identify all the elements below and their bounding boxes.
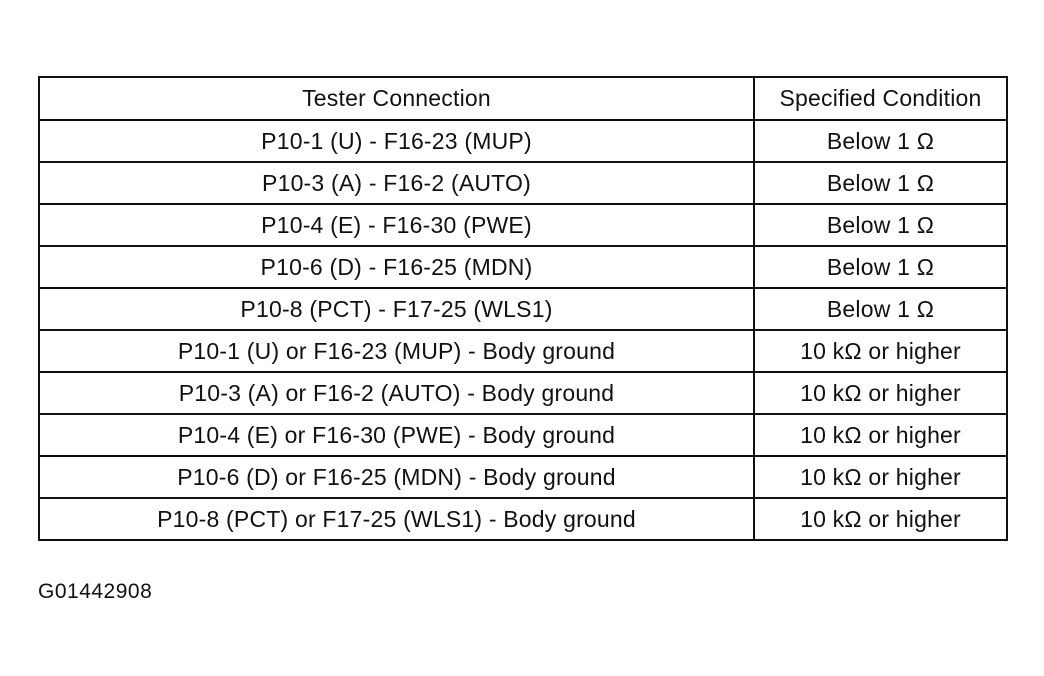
table-row xyxy=(39,288,1007,330)
table-row xyxy=(39,120,1007,162)
table-header-row xyxy=(39,77,1007,120)
tester-connection-cell: P10-1 (U) or F16-23 (MUP) - Body ground xyxy=(39,330,754,372)
tester-connection-cell: P10-4 (E) - F16-30 (PWE) xyxy=(39,204,754,246)
specified-condition-cell: Below 1 Ω xyxy=(754,288,1007,330)
specified-condition-cell: Below 1 Ω xyxy=(754,246,1007,288)
specified-condition-cell: 10 kΩ or higher xyxy=(754,414,1007,456)
specified-condition-cell: 10 kΩ or higher xyxy=(754,456,1007,498)
tester-connection-cell: P10-6 (D) or F16-25 (MDN) - Body ground xyxy=(39,456,754,498)
table-row xyxy=(39,162,1007,204)
column-header-specified-condition: Specified Condition xyxy=(754,77,1007,120)
table-row xyxy=(39,456,1007,498)
specified-condition-cell: Below 1 Ω xyxy=(754,120,1007,162)
figure-id: G01442908 xyxy=(38,580,153,603)
tester-connection-cell: P10-8 (PCT) or F17-25 (WLS1) - Body ground xyxy=(39,498,754,540)
tester-connection-cell: P10-3 (A) or F16-2 (AUTO) - Body ground xyxy=(39,372,754,414)
tester-connection-cell: P10-8 (PCT) - F17-25 (WLS1) xyxy=(39,288,754,330)
tester-connection-cell: P10-4 (E) or F16-30 (PWE) - Body ground xyxy=(39,414,754,456)
tester-connection-table xyxy=(38,76,1008,541)
tester-connection-cell: P10-3 (A) - F16-2 (AUTO) xyxy=(39,162,754,204)
table-row xyxy=(39,372,1007,414)
specified-condition-cell: 10 kΩ or higher xyxy=(754,372,1007,414)
specified-condition-cell: 10 kΩ or higher xyxy=(754,330,1007,372)
specified-condition-cell: Below 1 Ω xyxy=(754,204,1007,246)
specified-condition-cell: 10 kΩ or higher xyxy=(754,498,1007,540)
table-row xyxy=(39,330,1007,372)
tester-connection-cell: P10-1 (U) - F16-23 (MUP) xyxy=(39,120,754,162)
tester-connection-cell: P10-6 (D) - F16-25 (MDN) xyxy=(39,246,754,288)
table-row xyxy=(39,498,1007,540)
table-row xyxy=(39,246,1007,288)
table-row xyxy=(39,414,1007,456)
column-header-tester-connection: Tester Connection xyxy=(39,77,754,120)
specified-condition-cell: Below 1 Ω xyxy=(754,162,1007,204)
table-row xyxy=(39,204,1007,246)
